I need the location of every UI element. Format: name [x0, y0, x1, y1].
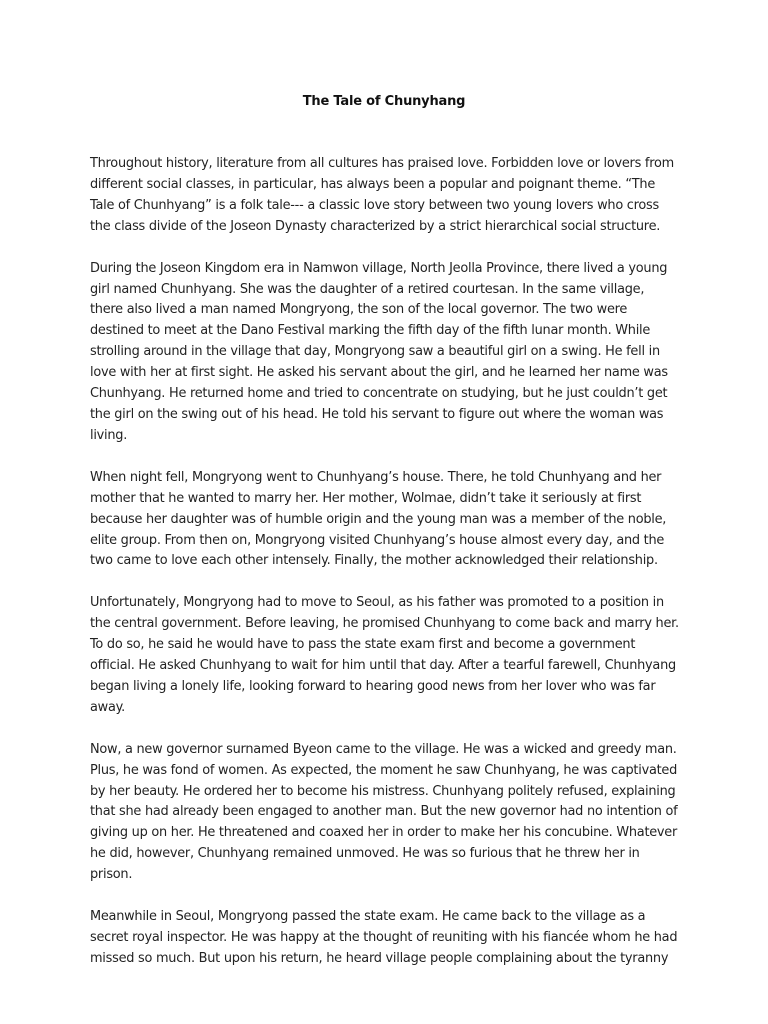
paragraph-separation: Unfortunately, Mongryong had to move to Seoul, as his father was promoted to a position in the central government. Before leaving, he promised Chunhyang to come back and marry her. To do so, he said he would have to pass the state exam first and become a government official. He asked Chunhyang to wait for him until that day. After a tearful farewell, Chunhyang began living a lonely life, looking forward to hearing good news from her lover who was far away. [90, 595, 679, 715]
paragraph-courtship: When night fell, Mongryong went to Chunhyang’s house. There, he told Chunhyang and her mother that he wanted to marry her. Her mother, Wolmae, didn’t take it seriously at first because her daughter was of humble origin and the young man was a member of the noble, elite group. From then on, Mongryong visited Chunhyang’s house almost every day, and the two came to love each other intensely. Finally, the mother acknowledged their relationship. [90, 469, 667, 569]
paragraph-governor: Now, a new governor surnamed Byeon came to the village. He was a wicked and greedy man. Plus, he was fond of women. As expected, the moment he saw Chunhyang, he was captivated by her beauty. He ordered her to become his mistress. Chunhyang politely refused, explaining that she had already been engaged to another man. But the new governor had no intention of giving up on her. He threatened and coaxed her in order to make her his concubine. Whatever he did, however, Chunhyang remained unmoved. He was so furious that he threw her in prison. [90, 741, 678, 883]
document-body [90, 154, 680, 991]
document-title: The Tale of Chunyhang [302, 94, 466, 109]
paragraph-intro: Throughout history, literature from all cultures has praised love. Forbidden love or lovers from different social classes, in particular, has always been a popular and poignant theme. “The Tale of Chunhyang” is a folk tale--- a classic love story between two young lovers who cross the class divide of the Joseon Dynasty characterized by a strict hierarchical social structure. [90, 156, 674, 234]
paragraph-return: Meanwhile in Seoul, Mongryong passed the state exam. He came back to the village as a secret royal inspector. He was happy at the thought of reuniting with his fiancée whom he had missed so much. But upon his return, he heard village people complaining about the tyranny [90, 909, 678, 966]
paragraph-meeting: During the Joseon Kingdom era in Namwon village, North Jeolla Province, there lived a young girl named Chunhyang. She was the daughter of a retired courtesan. In the same village, there also lived a man named Mongryong, the son of the local governor. The two were destined to meet at the Dano Festival marking the fifth day of the fifth lunar month. While strolling around in the village that day, Mongryong saw a beautiful girl on a swing. He fell in love with her at first sight. He asked his servant about the girl, and he learned her name was Chunhyang. He returned home and tried to concentrate on studying, but he just couldn’t get the girl on the swing out of his head. He told his servant to figure out where the woman was living. [90, 260, 668, 443]
